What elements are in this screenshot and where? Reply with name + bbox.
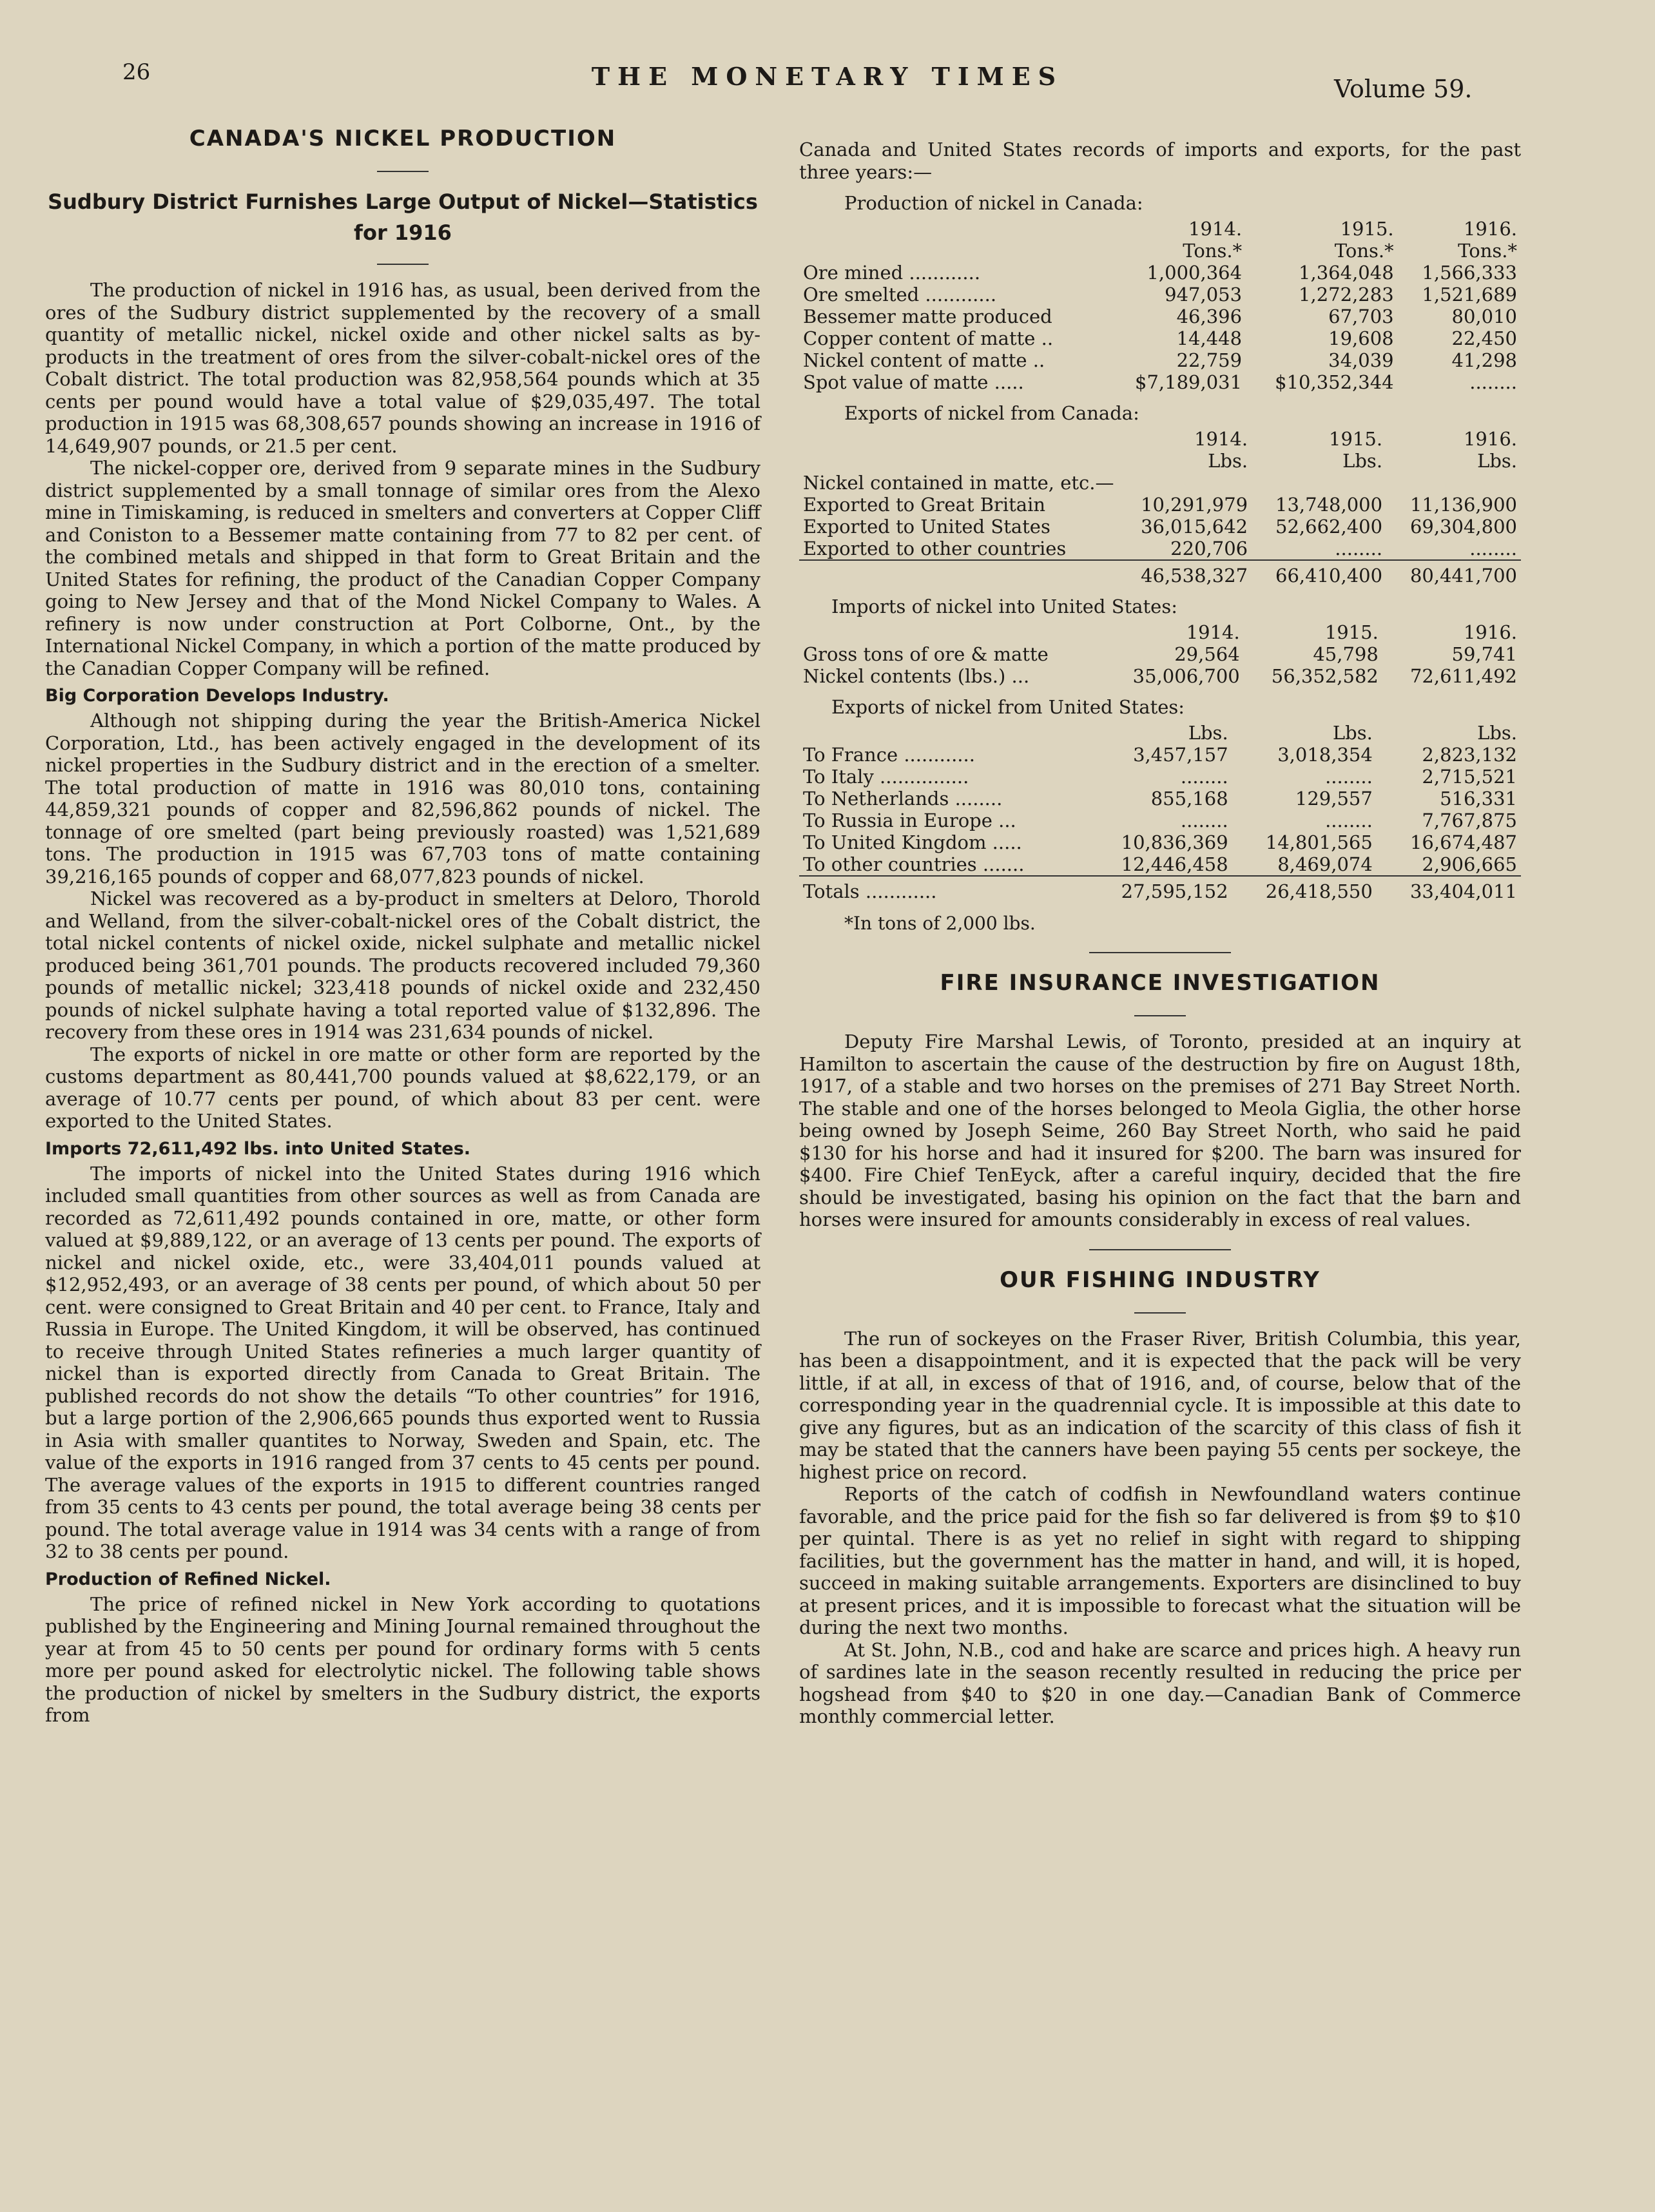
row-label: Ore smelted ............ — [803, 284, 997, 306]
section-title: OUR FISHING INDUSTRY — [1000, 1266, 1321, 1293]
year-header: 1914. — [1186, 621, 1240, 643]
cell: ........ — [1180, 810, 1228, 831]
paragraph: Reports of the catch of codfish in Newfoundland waters continue favorable, and the price paid for the fish so far delivered is from $9 to $10 per quintal. There is as yet no relief in sight with regard to shipping facilities, but the government has the matter in hand, and will, it is hoped, succeed in making suitable arrangements. Exporters are disinclined to buy at present prices, and it is impossible to forecast what the situation will be during the next two months. — [799, 1483, 1521, 1638]
cell: 10,291,979 — [1141, 494, 1248, 516]
paragraph: The imports of nickel into the United States during 1916 which included small quantities from other sources as well as from Canada are recorded as 72,611,492 pounds contained in ore, matte, or other form valued at $9,889,122, or an average of 13 cents per pound. The exports of nickel and nickel oxide, etc., were 33,404,011 pounds valued at $12,952,493, or an average of 38 cents per pound, of which about 50 per cent. were consigned to Great Britain and 40 per cent. to France, Italy and Russia in Europe. The United Kingdom, it will be observed, has continued to receive through United States refineries a much larger quantity of nickel than is exported directly from Canada to Great Britain. The published records do not show the details “To other countries” for 1916, but a large portion of the 2,906,665 pounds thus exported went to Russia in Asia with smaller quantites to Norway, Sweden and Spain, etc. The value of the exports in 1916 ranged from 37 cents to 45 cents per pound. The average values of the exports in 1915 to different countries ranged from 35 cents to 43 cents per pound, the total average being 38 cents per pound. The total average value in 1914 was 34 cents with a range of from 32 to 38 cents per pound. — [45, 1162, 760, 1562]
section-title: FIRE INSURANCE INVESTIGATION — [940, 970, 1380, 996]
cell: ........ — [1180, 766, 1228, 788]
table-row — [799, 284, 1521, 306]
year-header: 1916. — [1463, 428, 1517, 450]
row-label: To France ............ — [803, 744, 975, 766]
row-label: To United Kingdom ..... — [803, 831, 1022, 853]
row-label: Bessemer matte produced — [803, 306, 1052, 327]
subheading: Big Corporation Develops Industry. — [45, 686, 389, 706]
cell: 45,798 — [1313, 643, 1379, 665]
unit-header: Tons.* — [1334, 240, 1394, 262]
masthead: THE MONETARY TIMES — [591, 62, 1064, 91]
table-row — [799, 349, 1521, 371]
unit-header: Lbs. — [1477, 722, 1517, 744]
row-label: To Italy ............... — [803, 766, 969, 788]
unit-header: Tons.* — [1183, 240, 1243, 262]
table-header-row — [799, 428, 1521, 450]
paragraph: The price of refined nickel in New York according to quotations published by the Engineering and Mining Journal remained throughout the year at from 45 to 50 cents per pound for ordinary forms with 5 cents more per pound asked for electrolytic nickel. The following table shows the production of nickel by smelters in the Sudbury district, the exports from — [45, 1593, 760, 1726]
row-label: Ore mined ............ — [803, 262, 981, 284]
divider — [1089, 952, 1231, 953]
left-column — [45, 126, 760, 1727]
article-subtitle: Sudbury District Furnishes Large Output of Nickel—Statistics for 1916 — [48, 189, 758, 245]
paragraph: The nickel-copper ore, derived from 9 separate mines in the Sudbury district supplemented by a small tonnage of similar ores from the Alexo mine in Timiskaming, is reduced in smelters and converters at Copper Cliff and Coniston to a Bessemer matte containing from 77 to 82 per cent. of the combined metals and shipped in that form to Great Britain and the United States for refining, the product of the Canadian Copper Company going to New Jersey and that of the Mond Nickel Company to Wales. A refinery is now under construction at Port Colborne, Ont., by the International Nickel Company, in which a portion of the matte produced by the Canadian Copper Company will be refined. — [45, 457, 760, 679]
cell: 11,136,900 — [1409, 494, 1517, 516]
year-header: 1914. — [1194, 428, 1248, 450]
cell: 13,748,000 — [1275, 494, 1383, 516]
total-cell: 27,595,152 — [1088, 876, 1232, 902]
total-cell: 46,538,327 — [1117, 560, 1252, 587]
cell: 72,611,492 — [1409, 665, 1517, 687]
cell: ........ — [1335, 538, 1383, 559]
divider — [377, 171, 429, 172]
totals-row — [799, 876, 1521, 902]
total-cell: 66,410,400 — [1252, 560, 1386, 587]
cell: 36,015,642 — [1141, 516, 1248, 538]
unit-header: Lbs. — [1342, 450, 1383, 472]
table-row — [799, 766, 1521, 788]
cell: 14,448 — [1176, 327, 1243, 349]
table-header-row — [799, 621, 1521, 643]
table-header-row — [799, 450, 1521, 472]
table-row — [799, 665, 1521, 687]
cell: 10,836,369 — [1121, 831, 1228, 853]
cell: $7,189,031 — [1135, 371, 1243, 393]
divider — [1134, 1015, 1186, 1016]
row-label: To other countries ....... — [803, 853, 1025, 875]
cell: 35,006,700 — [1132, 665, 1240, 687]
cell: 8,469,074 — [1277, 853, 1373, 875]
total-cell: 26,418,550 — [1232, 876, 1377, 902]
paragraph: The exports of nickel in ore matte or other form are reported by the customs department as 80,441,700 pounds valued at $8,622,179, or an average of 10.77 cents per pound, of which about 83 per cent. were exported to the United States. — [45, 1043, 760, 1132]
cell: 59,741 — [1451, 643, 1517, 665]
cell: 2,823,132 — [1422, 744, 1517, 766]
table-caption: Production of nickel in Canada: — [844, 192, 1143, 214]
cell: 1,566,333 — [1422, 262, 1517, 284]
year-header: 1915. — [1340, 218, 1394, 240]
cell: 1,272,283 — [1299, 284, 1394, 306]
cell: 2,906,665 — [1422, 853, 1517, 875]
total-cell: 80,441,700 — [1386, 560, 1521, 587]
cell: 2,715,521 — [1422, 766, 1517, 788]
row-label: Nickel contents (lbs.) ... — [803, 665, 1030, 687]
cell: ........ — [1325, 810, 1373, 831]
table-row — [799, 327, 1521, 349]
subheading: Production of Refined Nickel. — [45, 1569, 331, 1589]
cell: 46,396 — [1176, 306, 1243, 327]
cell: 14,801,565 — [1265, 831, 1373, 853]
unit-header: Lbs. — [1332, 722, 1373, 744]
row-label: Copper content of matte .. — [803, 327, 1054, 349]
article-title: CANADA'S NICKEL PRODUCTION — [189, 126, 617, 151]
year-header: 1916. — [1463, 621, 1517, 643]
paragraph: Canada and United States records of imports and exports, for the past three years:— — [799, 139, 1521, 183]
row-label: Spot value of matte ..... — [803, 371, 1024, 393]
imports-us-table — [799, 621, 1521, 687]
table-caption: Exports of nickel from Canada: — [844, 402, 1139, 424]
cell: 3,457,157 — [1133, 744, 1228, 766]
paragraph: The production of nickel in 1916 has, as usual, been derived from the ores of the Sudbury district supplemented by the recovery of a small quantity of metallic nickel, nickel oxide and other nickel salts as by-products in the treatment of ores from the silver-cobalt-nickel ores of the Cobalt district. The total production was 82,958,564 pounds which at 35 cents per pound would have a total value of $29,035,497. The total production in 1915 was 68,308,657 pounds showing an increase in 1916 of 14,649,907 pounds, or 21.5 per cent. — [45, 279, 760, 457]
cell: 516,331 — [1440, 788, 1517, 810]
table-row — [799, 643, 1521, 665]
table-row — [799, 788, 1521, 810]
paragraph: Nickel was recovered as a by-product in smelters at Deloro, Thorold and Welland, from the silver-cobalt-nickel ores of the Cobalt district, the total nickel contents of nickel oxide, nickel sulphate and metallic nickel produced being 361,701 pounds. The products recovered included 79,360 pounds of metallic nickel; 323,418 pounds of nickel oxide and 232,450 pounds of nickel sulphate having a total reported value of $132,896. The recovery from these ores in 1914 was 231,634 pounds of nickel. — [45, 888, 760, 1043]
cell: 1,521,689 — [1422, 284, 1517, 306]
table-row — [799, 472, 1521, 494]
cell: 41,298 — [1451, 349, 1517, 371]
row-label: To Russia in Europe ... — [803, 810, 1016, 831]
row-label: Nickel content of matte .. — [803, 349, 1045, 371]
totals-row — [799, 560, 1521, 587]
cell: 52,662,400 — [1275, 516, 1383, 538]
table-row — [799, 853, 1521, 876]
table-row — [799, 371, 1521, 393]
cell: ........ — [1469, 538, 1517, 559]
row-label: Exported to other countries — [803, 538, 1067, 559]
table-row — [799, 538, 1521, 560]
volume-label: Volume 59. — [1334, 75, 1473, 103]
cell: 22,450 — [1451, 327, 1517, 349]
table-caption: Exports of nickel from United States: — [831, 696, 1185, 718]
paragraph: The run of sockeyes on the Fraser River, British Columbia, this year, has been a disappointment, and it is expected that the pack will be very little, if at all, in excess of that of 1916, and, of course, below that of the corresponding year in the quadrennial cycle. It is impossible at this date to give any figures, but as an indication of the scarcity of this class of fish it may be stated that the canners have been paying 55 cents per sockeye, the highest price on record. — [799, 1327, 1521, 1483]
row-label: Exported to United States — [803, 516, 1050, 538]
table-row — [799, 262, 1521, 284]
cell: 16,674,487 — [1409, 831, 1517, 853]
exports-us-table — [799, 722, 1521, 902]
cell: ........ — [1469, 371, 1517, 393]
table-row — [799, 306, 1521, 327]
subheading: Imports 72,611,492 lbs. into United States. — [45, 1138, 471, 1159]
unit-header: Lbs. — [1477, 450, 1517, 472]
cell: 67,703 — [1328, 306, 1394, 327]
cell: 19,608 — [1328, 327, 1394, 349]
cell: 80,010 — [1451, 306, 1517, 327]
unit-header: Lbs. — [1188, 722, 1228, 744]
unit-header: Lbs. — [1208, 450, 1248, 472]
table-row — [799, 494, 1521, 516]
row-label: Nickel contained in matte, etc.— — [803, 472, 1114, 494]
year-header: 1915. — [1324, 621, 1379, 643]
paragraph: Deputy Fire Marshal Lewis, of Toronto, presided at an inquiry at Hamilton to ascertain the cause of the destruction by fire on August 18th, 1917, of a stable and two horses on the premises of 271 Bay Street North. The stable and one of the horses belonged to Meola Giglia, the other horse being owned by Joseph Seime, 260 Bay Street North, who said he paid $130 for his horse and had it insured for $200. The barn was insured for $400. Fire Chief TenEyck, after a careful inquiry, decided that the fire should be investigated, basing his opinion on the fact that the barn and horses were insured for amounts considerably in excess of real values. — [799, 1031, 1521, 1230]
unit-header: Tons.* — [1458, 240, 1517, 262]
right-column — [799, 139, 1521, 1728]
table-header-row — [799, 218, 1521, 240]
cell: 855,168 — [1150, 788, 1228, 810]
cell: 69,304,800 — [1409, 516, 1517, 538]
cell: 22,759 — [1176, 349, 1243, 371]
table-row — [799, 810, 1521, 831]
year-header: 1915. — [1329, 428, 1383, 450]
table-row — [799, 831, 1521, 853]
exports-canada-table — [799, 428, 1521, 587]
cell: 1,364,048 — [1299, 262, 1394, 284]
cell: 220,706 — [1170, 538, 1248, 559]
cell: 129,557 — [1295, 788, 1373, 810]
cell: 7,767,875 — [1422, 810, 1517, 831]
table-header-row — [799, 722, 1521, 744]
cell: 947,053 — [1165, 284, 1243, 306]
production-table — [799, 218, 1521, 393]
cell: 34,039 — [1328, 349, 1394, 371]
footnote: *In tons of 2,000 lbs. — [844, 913, 1036, 934]
paragraph: At St. John, N.B., cod and hake are scarce and prices high. A heavy run of sardines late in the season recently resulted in reducing the price per hogshead from $40 to $20 in one day.—Canadian Bank of Commerce monthly commercial letter. — [799, 1638, 1521, 1727]
total-cell: 33,404,011 — [1377, 876, 1521, 902]
divider — [1134, 1312, 1186, 1314]
cell: 12,446,458 — [1121, 853, 1228, 875]
cell: 56,352,582 — [1271, 665, 1379, 687]
cell: 29,564 — [1174, 643, 1240, 665]
paragraph: Although not shipping during the year the British-America Nickel Corporation, Ltd., has been actively engaged in the development of its nickel properties in the Sudbury district and in the erection of a smelter. The total production of matte in 1916 was 80,010 tons, containing 44,859,321 pounds of copper and 82,596,862 pounds of nickel. The tonnage of ore smelted (part being previously roasted) was 1,521,689 tons. The production in 1915 was 67,703 tons of matte containing 39,216,165 pounds of copper and 68,077,823 pounds of nickel. — [45, 710, 760, 888]
table-row — [799, 744, 1521, 766]
table-row — [799, 516, 1521, 538]
table-header-row — [799, 240, 1521, 262]
page-number: 26 — [122, 59, 151, 85]
year-header: 1914. — [1188, 218, 1243, 240]
totals-label: Totals ............ — [799, 876, 1088, 902]
row-label: Exported to Great Britain — [803, 494, 1046, 516]
divider — [377, 264, 429, 265]
row-label: Gross tons of ore & matte — [803, 643, 1049, 665]
cell: 3,018,354 — [1277, 744, 1373, 766]
divider — [1089, 1249, 1231, 1250]
cell: 1,000,364 — [1147, 262, 1243, 284]
cell: ........ — [1325, 766, 1373, 788]
table-caption: Imports of nickel into United States: — [831, 596, 1177, 617]
year-header: 1916. — [1463, 218, 1517, 240]
row-label: To Netherlands ........ — [803, 788, 1003, 810]
cell: $10,352,344 — [1275, 371, 1394, 393]
